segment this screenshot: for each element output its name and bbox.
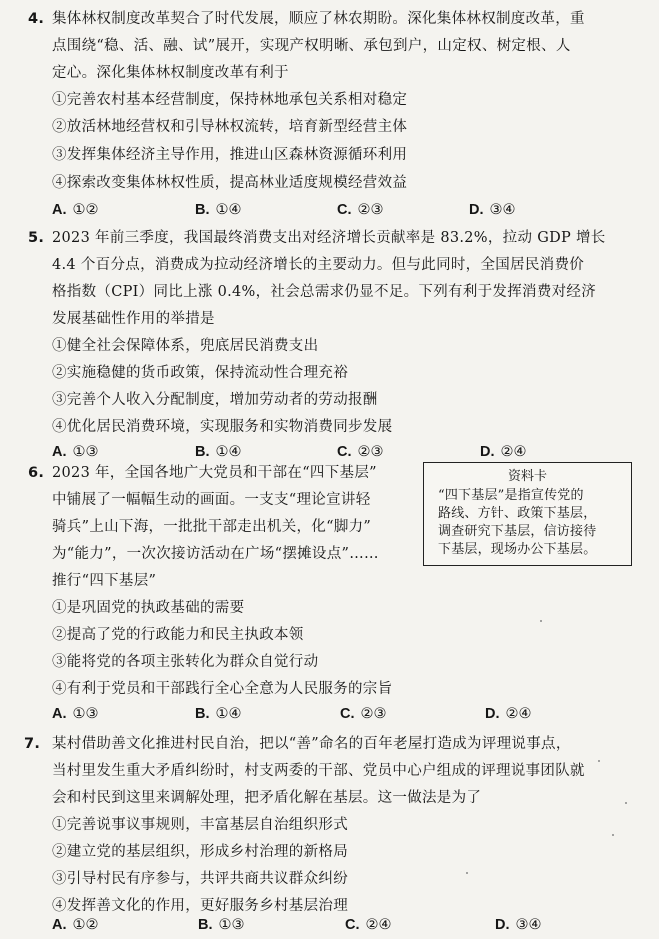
question-stem-line: 发展基础性作用的举措是 bbox=[52, 311, 215, 327]
question-stem-line: 2023 年前三季度，我国最终消费支出对经济增长贡献率是 83.2%，拉动 GDP 增长 bbox=[52, 230, 606, 246]
option-d[interactable]: D. ③④ bbox=[495, 917, 542, 933]
question-number: 5. bbox=[28, 230, 45, 246]
option-b[interactable]: B. ①④ bbox=[195, 202, 242, 218]
question-stem-line: 某村借助善文化推进村民自治，把以“善”命名的百年老屋打造成为评理说事点， bbox=[52, 736, 571, 752]
question-stem-line: 中铺展了一幅幅生动的画面。一支支“理论宣讲轻 bbox=[52, 492, 371, 508]
info-card bbox=[423, 462, 632, 566]
option-c[interactable]: C. ②③ bbox=[337, 202, 384, 218]
info-card-title: 资料卡 bbox=[507, 469, 547, 484]
option-a[interactable]: A. ①③ bbox=[52, 706, 99, 722]
option-a[interactable]: A. ①③ bbox=[52, 444, 99, 460]
question-stem-line: 2023 年，全国各地广大党员和干部在“四下基层” bbox=[52, 465, 377, 481]
statement-item: ①是巩固党的执政基础的需要 bbox=[52, 600, 245, 616]
option-b[interactable]: B. ①③ bbox=[198, 917, 245, 933]
option-c[interactable]: C. ②③ bbox=[340, 706, 387, 722]
scan-speck bbox=[466, 872, 468, 874]
option-d[interactable]: D. ②④ bbox=[485, 706, 532, 722]
option-c[interactable]: C. ②③ bbox=[337, 444, 384, 460]
statement-item: ②实施稳健的货币政策，保持流动性合理充裕 bbox=[52, 365, 348, 381]
option-d[interactable]: D. ②④ bbox=[480, 444, 527, 460]
question-stem-line: 骑兵”上山下海，一批批干部走出机关，化“脚力” bbox=[52, 519, 372, 535]
option-a[interactable]: A. ①② bbox=[52, 917, 99, 933]
statement-item: ①完善农村基本经营制度，保持林地承包关系相对稳定 bbox=[52, 92, 408, 108]
statement-item: ③能将党的各项主张转化为群众自觉行动 bbox=[52, 654, 319, 670]
statement-item: ③发挥集体经济主导作用，推进山区森林资源循环利用 bbox=[52, 147, 408, 163]
statement-item: ②放活林地经营权和引导林权流转，培育新型经营主体 bbox=[52, 119, 408, 135]
statement-item: ④有利于党员和干部践行全心全意为人民服务的宗旨 bbox=[52, 681, 393, 697]
question-stem-line: 集体林权制度改革契合了时代发展，顺应了林农期盼。深化集体林权制度改革，重 bbox=[52, 11, 585, 27]
question-stem-line: 定心。深化集体林权制度改革有利于 bbox=[52, 65, 289, 81]
scan-speck bbox=[540, 620, 542, 622]
statement-item: ④优化居民消费环境，实现服务和实物消费同步发展 bbox=[52, 419, 393, 435]
option-d[interactable]: D. ③④ bbox=[469, 202, 516, 218]
question-stem-line: 4.4 个百分点，消费成为拉动经济增长的主要动力。但与此同时，全国居民消费价 bbox=[52, 257, 585, 273]
statement-item: ④发挥善文化的作用，更好服务乡村基层治理 bbox=[52, 898, 348, 914]
scan-speck bbox=[612, 834, 614, 836]
option-c[interactable]: C. ②④ bbox=[345, 917, 392, 933]
question-stem-line: 点围绕“稳、活、融、试”展开，实现产权明晰、承包到户，山定权、树定根、人 bbox=[52, 38, 571, 54]
statement-item: ④探索改变集体林权性质，提高林业适度规模经营效益 bbox=[52, 175, 408, 191]
info-card-line: 下基层，现场办公下基层。 bbox=[438, 542, 597, 557]
info-card-line: “四下基层”是指宣传党的 bbox=[438, 488, 584, 503]
option-b[interactable]: B. ①④ bbox=[195, 444, 242, 460]
question-stem-line: 格指数（CPI）同比上涨 0.4%，社会总需求仍显不足。下列有利于发挥消费对经济 bbox=[52, 284, 597, 300]
info-card-line: 路线、方针、政策下基层， bbox=[438, 506, 597, 521]
statement-item: ①健全社会保障体系，兜底居民消费支出 bbox=[52, 338, 319, 354]
statement-item: ②建立党的基层组织，形成乡村治理的新格局 bbox=[52, 844, 348, 860]
question-number: 7. bbox=[24, 736, 41, 752]
option-b[interactable]: B. ①④ bbox=[195, 706, 242, 722]
scan-speck bbox=[598, 760, 600, 762]
option-a[interactable]: A. ①② bbox=[52, 202, 99, 218]
scan-speck bbox=[625, 802, 627, 804]
question-stem-line: 推行“四下基层” bbox=[52, 573, 157, 589]
question-number: 4. bbox=[28, 11, 45, 27]
question-stem-line: 会和村民到这里来调解处理，把矛盾化解在基层。这一做法是为了 bbox=[52, 790, 482, 806]
question-stem-line: 为“能力”，一次次接访活动在广场“摆摊设点”…… bbox=[52, 546, 379, 562]
statement-item: ①完善说事议事规则，丰富基层自治组织形式 bbox=[52, 817, 348, 833]
statement-item: ②提高了党的行政能力和民主执政本领 bbox=[52, 627, 304, 643]
statement-item: ③引导村民有序参与，共评共商共议群众纠纷 bbox=[52, 871, 348, 887]
question-stem-line: 当村里发生重大矛盾纠纷时，村支两委的干部、党员中心户组成的评理说事团队就 bbox=[52, 763, 585, 779]
question-number: 6. bbox=[28, 465, 45, 481]
info-card-line: 调查研究下基层，信访接待 bbox=[438, 524, 597, 539]
statement-item: ③完善个人收入分配制度，增加劳动者的劳动报酬 bbox=[52, 392, 378, 408]
